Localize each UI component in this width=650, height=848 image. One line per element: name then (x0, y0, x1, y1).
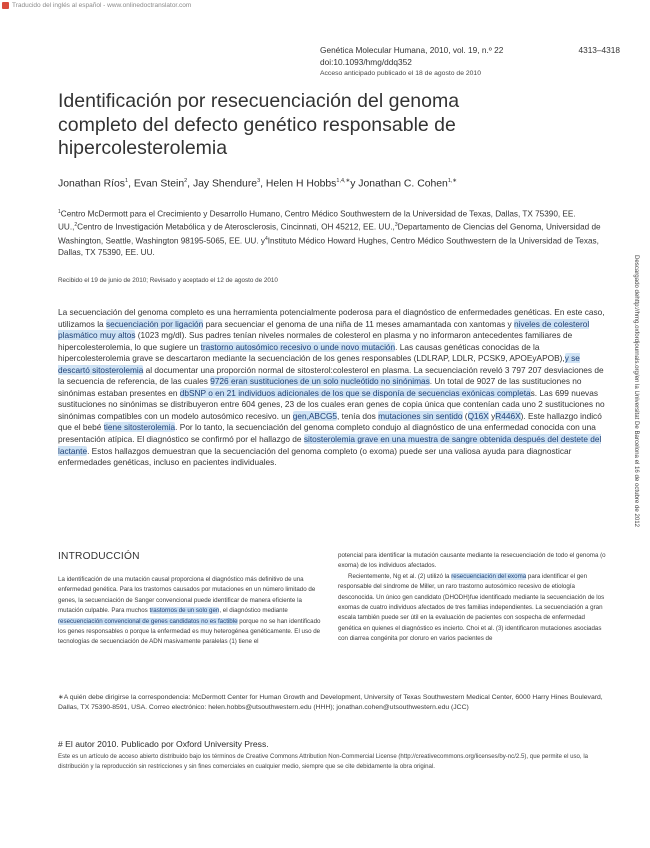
highlighted-phrase[interactable]: resecuenciación del exoma (451, 572, 527, 580)
highlighted-phrase[interactable]: mutaciones sin sentido (378, 410, 463, 421)
affiliation: Departamento de Ciencias del Genoma, Universidad de Washington, Seattle, Washington 98195-5065, EE. UU. y (58, 223, 601, 246)
highlighted-phrase[interactable]: 9726 eran sustituciones de un solo nucleótido no sinónimas (210, 376, 430, 387)
journal-info (320, 44, 620, 80)
body-paragraph (338, 572, 606, 645)
intro-column-right (338, 551, 606, 645)
affiliation: Instituto Médico Howard Hughes, Centro Médico Southwestern de la Universidad de Texas, Dallas, TX 75390, EE. UU. (58, 236, 599, 257)
highlighted-phrase[interactable]: y se descartó sitosterolemia (58, 353, 580, 375)
highlighted-phrase[interactable]: R446X (495, 410, 521, 421)
author-name: y Jonathan C. Cohen (350, 178, 448, 190)
body-text: La identificación de una mutación causal proporciona el diagnóstico más definitivo de una enfermedad genética. Para los trastornos causados por mutaciones en un número limitado de genes, la secuenciación de Sanger convencional puede identificar de manera eficiente la mutación culpable. Para muchos (58, 576, 316, 615)
author-name: , Helen H Hobbs (260, 178, 337, 190)
abstract-text: . Por lo tanto, la secuenciación del genoma completo condujo al diagnóstico de una enfermedad conocida con una presentación atípica. El diagnóstico se confirmó por el hallazgo de (58, 422, 596, 445)
highlighted-phrase[interactable]: resecuenciación convencional de genes candidatos no es factible (58, 617, 238, 625)
highlighted-phrase[interactable]: dbSNP o en 21 individuos adicionales de los que se disponía de secuencias exónicas completa (179, 387, 531, 398)
author-affil-sup: 1,4,∗ (336, 178, 351, 184)
copyright-line: # El autor 2010. Publicado por Oxford University Press. (58, 739, 269, 749)
highlighted-phrase[interactable]: niveles de colesterol plasmático muy altos (58, 318, 590, 341)
body-text: para identificar el gen responsable del síndrome de Miller, un raro trastorno autosómico recesivo de etiología desconocida. Un único gen candidato (DHODH)fue identificado mediante la secuenciación de los exomas de cuatro individuos afectados de tres familias independientes. La secuenciación a gran escala también puede ser útil en la evaluación de pacientes con sospecha de enfermedad genética en quienes el diagnóstico es incierto. Choi et al. (3) identificaron mutaciones asociadas con diarrea congénita por cloruro en varios pacientes de (338, 572, 605, 643)
author-name: , Evan Stein (128, 178, 185, 190)
license-text: Este es un artículo de acceso abierto distribuido bajo los términos de Creative Commons Attribution Non-Commercial License (http://creativecommons.org/licenses/by-nc/2.5), que permite el uso, la distribución y la reproducción sin restricciones y sin fines comerciales en cualquier medio, siempre que se cite debidamente la obra original. (58, 753, 589, 770)
section-heading-introduction: INTRODUCCIÓN (58, 551, 140, 562)
journal-citation: Genética Molecular Humana, 2010, vol. 19, n.º 22 (320, 45, 504, 55)
abstract-text: . Estos hallazgos demuestran que la secuenciación del genoma completo (o exoma) puede ser una valiosa ayuda para diagnosticar enfermedades genéticas, incluso en pacientes individuales. (58, 445, 572, 468)
abstract-text: ). Este hallazgo indicó que el bebé (58, 410, 602, 433)
author-affil-sup: 3 (257, 178, 261, 184)
author-affil-sup: 1 (125, 178, 129, 184)
correspondence-note: ∗A quién debe dirigirse la correspondencia: McDermott Center for Human Growth and Development, University of Texas Southwestern Medical Center, 6000 Harry Hines Boulevard, Dallas, TX 75390-8591, USA. Correo electrónico: helen.hobbs@utsouthwestern.edu (HHH); jonathan.cohen@utsouthwestern.edu (JCC) (58, 694, 603, 711)
body-text: , el diagnóstico mediante (219, 607, 288, 615)
translation-banner[interactable] (2, 2, 191, 9)
highlighted-phrase[interactable]: trastornos de un solo gen (149, 607, 220, 615)
affiliation: Centro de Investigación Metabólica y de Aterosclerosis, Cincinnati, OH 45212, EE. UU., (77, 223, 395, 233)
abstract-text: . Un total de 9027 de las sustituciones no sinónimas estaban presentes en (58, 376, 582, 398)
journal-doi: doi:10.1093/hmg/ddq352 (320, 57, 412, 67)
highlighted-phrase[interactable]: trastorno autosómico recesivo o unde novo mutación (200, 341, 396, 352)
banner-text: Traducido del inglés al español - www.onlinedoctranslator.com (12, 2, 192, 9)
abstract-text: . Las causas genéticas conocidas de la hipercolesterolemia grave se descartaron mediante la secuenciación de los genes responsables (LDLRAP, LDLR, PCSK9, APOEyAPOB), (58, 341, 565, 364)
abstract-text: ( (462, 410, 468, 421)
translator-logo-icon (2, 2, 9, 9)
author-list (58, 178, 618, 189)
highlighted-phrase[interactable]: gen,ABCG5 (292, 410, 338, 421)
abstract-text: , tenía dos (337, 410, 379, 421)
abstract-text: para secuenciar el genoma de una niña de 11 meses amamantada con xantomas y (203, 318, 515, 329)
abstract (58, 307, 606, 469)
affil-sup: 2 (74, 222, 78, 229)
abstract-text: al documentar una proporción normal de sitosterol:colesterol en plasma. La secuenciación reveló 3 797 207 desviaciones de la secuencia de referencia, de las cuales (58, 364, 604, 387)
article-title: Identificación por resecuenciación del genoma completo del defecto genético responsable de hipercolesterolemia (58, 90, 460, 159)
highlighted-phrase[interactable]: secuenciación por ligación (105, 318, 204, 329)
affil-sup: 4 (264, 235, 268, 242)
abstract-text: s. Las 699 nuevas sustituciones no sinónimas se distribuyeron entre 604 genes, 23 de los cuales eran genes de copia única que contenían cada uno 2 sustituciones no sinónimas compatibles con un modelo autosómico recesivo. un (58, 387, 605, 421)
abstract-text: y (488, 410, 496, 421)
abstract-text: (1023 mg/dl). Sus padres tenían niveles normales de colesterol en plasma y no informaron antecedentes familiares de hipercolesterolemia, lo que sugiere un (58, 330, 573, 352)
author-affil-sup: 2 (184, 178, 188, 184)
body-text: potencial para identificar la mutación causante mediante la resecuenciación de todo el genoma (o exoma) de los individuos afectados. (338, 552, 606, 570)
highlighted-phrase[interactable]: tiene sitosterolemia (103, 422, 176, 433)
journal-pages: 4313–4318 (578, 45, 620, 55)
affil-sup: 1 (58, 209, 61, 215)
affil-sup: 3 (394, 222, 398, 229)
highlighted-phrase[interactable]: sitosterolemia grave en una muestra de sangre obtenida después del destete del lactante (58, 434, 602, 456)
author-name: Jonathan Ríos (58, 178, 126, 190)
author-name: , Jay Shendure (187, 178, 258, 190)
intro-column-left (58, 575, 326, 648)
body-text: porque no se han identificado los genes responsables o porque la enfermedad es muy heterogénea genéticamente. El uso de tecnologías de secuenciación de ADN masivamente paralelas (1) tiene el (58, 617, 321, 646)
highlighted-phrase[interactable]: Q16X (467, 410, 489, 421)
affiliation: Centro McDermott para el Crecimiento y Desarrollo Humano, Centro Médico Southwestern de la Universidad de Texas, Dallas, TX 75390, EE. UU., (58, 209, 576, 233)
abstract-text: La secuenciación del genoma completo es una herramienta potencialmente poderosa para el diagnóstico de enfermedades genéticas. En este caso, utilizamos la (58, 307, 605, 329)
received-dates: Recibido el 19 de junio de 2010; Revisado y aceptado el 12 de agosto de 2010 (58, 277, 278, 284)
advance-access: Acceso anticipado publicado el 18 de agosto de 2010 (320, 70, 481, 77)
body-text: Recientemente, Ng et al. (2) utilizó la (348, 572, 452, 580)
affiliations (58, 207, 613, 259)
download-watermark: Descargado dehttp://hmg.oxfordjournals.org/en la Universitat De Barcelona el 16 de octubre de 2012 (633, 255, 640, 528)
author-affil-sup: 1,∗ (447, 178, 458, 184)
